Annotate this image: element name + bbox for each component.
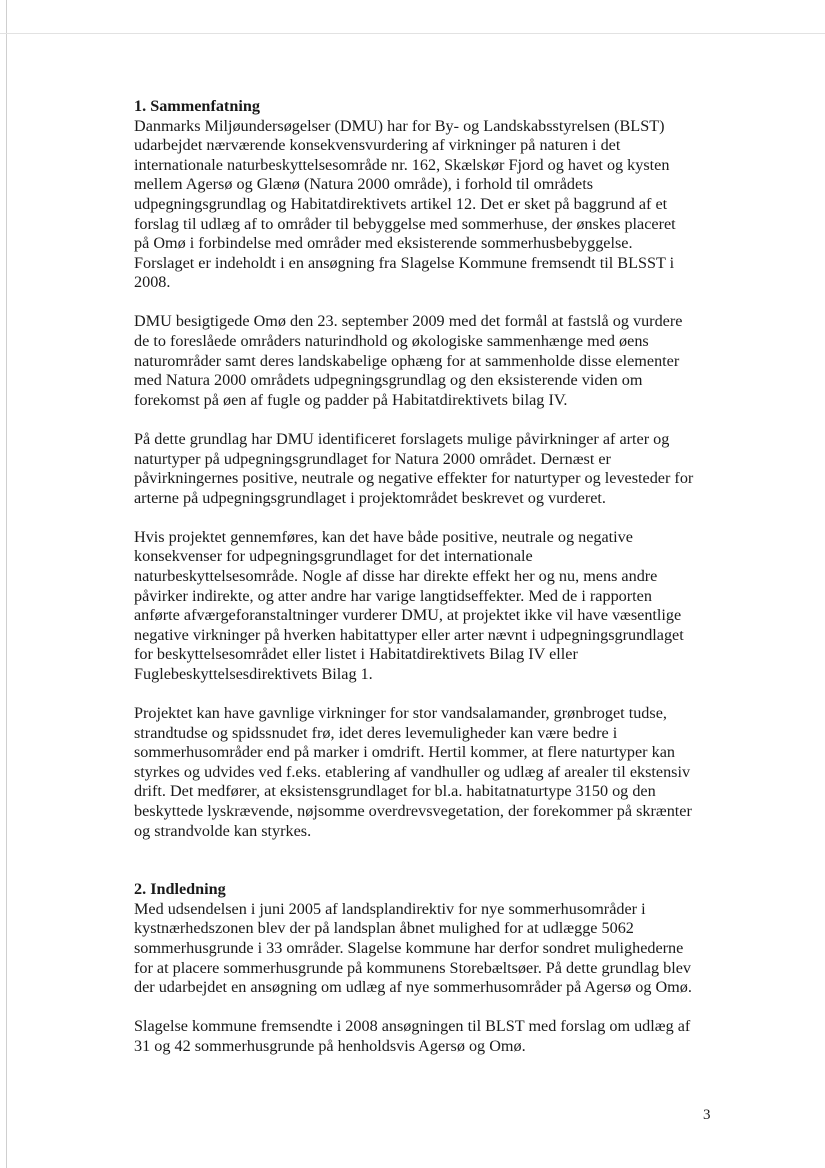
text-line: Forslaget er indeholdt i en ansøgning fra Slagelse Kommune fremsendt til BLSST i — [134, 253, 675, 272]
paragraph-gap — [134, 998, 724, 1018]
text-line: de to foreslåede områders naturindhold og økologiske sammenhænge med øens — [134, 332, 649, 351]
text-line: for beskyttelsesområdet eller listet i Habitatdirektivets Bilag IV eller — [134, 645, 578, 664]
section-2-paragraph-2 — [134, 1017, 724, 1056]
text-line: internationale naturbeskyttelsesområde nr. 162, Skælskør Fjord og havet og kysten — [134, 155, 670, 174]
text-line: og strandvolde kan styrkes. — [134, 821, 312, 840]
section-1-paragraph-4 — [134, 528, 724, 685]
text-line: forekomst på øen af fugle og padder på Habitatdirektivets bilag IV. — [134, 390, 568, 409]
paragraph-gap — [134, 410, 724, 430]
text-line: udarbejdet nærværende konsekvensvurdering af virkninger på naturen i det — [134, 136, 621, 155]
section-1-paragraph-5 — [134, 704, 724, 841]
text-line: forslag til udlæg af to områder til bebyggelse med sommerhuse, der ønskes placeret — [134, 214, 676, 233]
text-line: På dette grundlag har DMU identificeret forslagets mulige påvirkninger af arter og — [134, 429, 670, 448]
section-gap — [134, 841, 724, 880]
text-line: sommerhusgrunde i 33 områder. Slagelse kommune har derfor sondret mulighederne — [134, 938, 684, 957]
text-line: strandtudse og spidssnudet frø, idet deres levemuligheder kan være bedre i — [134, 723, 618, 742]
document-body — [134, 97, 724, 1056]
text-line: naturtyper på udpegningsgrundlaget for Natura 2000 området. Dernæst er — [134, 449, 611, 468]
text-line: Projektet kan have gavnlige virkninger for stor vandsalamander, grønbroget tudse, — [134, 704, 667, 723]
text-line: 31 og 42 sommerhusgrunde på henholdsvis Agersø og Omø. — [134, 1036, 526, 1055]
section-1-heading: 1. Sammenfatning — [134, 97, 260, 115]
section-1-paragraph-3 — [134, 430, 724, 508]
text-line: 2008. — [134, 273, 171, 292]
text-line: arterne på udpegningsgrundlaget i projektområdet beskrevet og vurderet. — [134, 488, 606, 507]
text-line: på Omø i forbindelse med områder med eksisterende sommerhusbebyggelse. — [134, 234, 633, 253]
text-line: naturområder samt deres landskabelige ophæng for at sammenholde disse elementer — [134, 351, 680, 370]
text-line: Med udsendelsen i juni 2005 af landsplandirektiv for nye sommerhusområder i — [134, 899, 646, 918]
text-line: styrkes og udvides ved f.eks. etablering af vandhuller og udlæg af arealer til ekstensiv — [134, 762, 691, 781]
text-line: Fuglebeskyttelsesdirektivets Bilag 1. — [134, 664, 373, 683]
text-line: sommerhusområder end på marker i omdrift. Hertil kommer, at flere naturtyper kan — [134, 743, 675, 762]
section-2-heading: 2. Indledning — [134, 880, 226, 899]
text-line: for at placere sommerhusgrunde på kommunens Storebæltsøer. På dette grundlag blev — [134, 958, 691, 977]
text-line: kystnærhedszonen blev der på landsplan åbnet mulighed for at udlægge 5062 — [134, 919, 634, 938]
text-line: negative virkninger på hverken habitattyper eller arter nævnt i udpegningsgrundlaget — [134, 625, 684, 644]
text-line: der udarbejdet en ansøgning om udlæg af nye sommerhusområder på Agersø og Omø. — [134, 978, 692, 997]
section-2-paragraph-1 — [134, 900, 724, 998]
text-line: Danmarks Miljøundersøgelser (DMU) har for By- og Landskabsstyrelsen (BLST) — [134, 116, 665, 135]
text-line: drift. Det medfører, at eksistensgrundlaget for bl.a. habitatnaturtype 3150 og den — [134, 782, 656, 801]
page-number: 3 — [703, 1107, 711, 1123]
text-line: konsekvenser for udpegningsgrundlaget for det internationale — [134, 547, 533, 566]
paragraph-gap — [134, 293, 724, 313]
text-line: med Natura 2000 områdets udpegningsgrundlag og den eksisterende viden om — [134, 371, 643, 390]
text-line: mellem Agersø og Glænø (Natura 2000 område), i forhold til områdets — [134, 175, 593, 194]
text-line: Hvis projektet gennemføres, kan det have både positive, neutrale og negative — [134, 527, 633, 546]
text-line: Slagelse kommune fremsendte i 2008 ansøgningen til BLST med forslag om udlæg af — [134, 1017, 691, 1036]
section-1-paragraph-1 — [134, 117, 724, 293]
section-1-paragraph-2 — [134, 312, 724, 410]
paragraph-gap — [134, 685, 724, 705]
text-line: udpegningsgrundlag og Habitatdirektivets artikel 12. Det er sket på baggrund af et — [134, 194, 668, 213]
text-line: DMU besigtigede Omø den 23. september 2009 med det formål at fastslå og vurdere — [134, 312, 683, 331]
scan-edge-left — [6, 0, 7, 1168]
scan-edge-top — [0, 33, 825, 34]
text-line: anførte afværgeforanstaltninger vurderer DMU, at projektet ikke vil have væsentlige — [134, 606, 682, 625]
text-line: påvirker indirekte, og atter andre har varige langtidseffekter. Med de i rapporten — [134, 586, 652, 605]
text-line: naturbeskyttelsesområde. Nogle af disse har direkte effekt her og nu, mens andre — [134, 566, 658, 585]
text-line: påvirkningernes positive, neutrale og negative effekter for naturtyper og levesteder for — [134, 469, 694, 488]
paragraph-gap — [134, 508, 724, 528]
text-line: beskyttede lyskrævende, nøjsomme overdrevsvegetation, der forekommer på skrænter — [134, 802, 692, 820]
